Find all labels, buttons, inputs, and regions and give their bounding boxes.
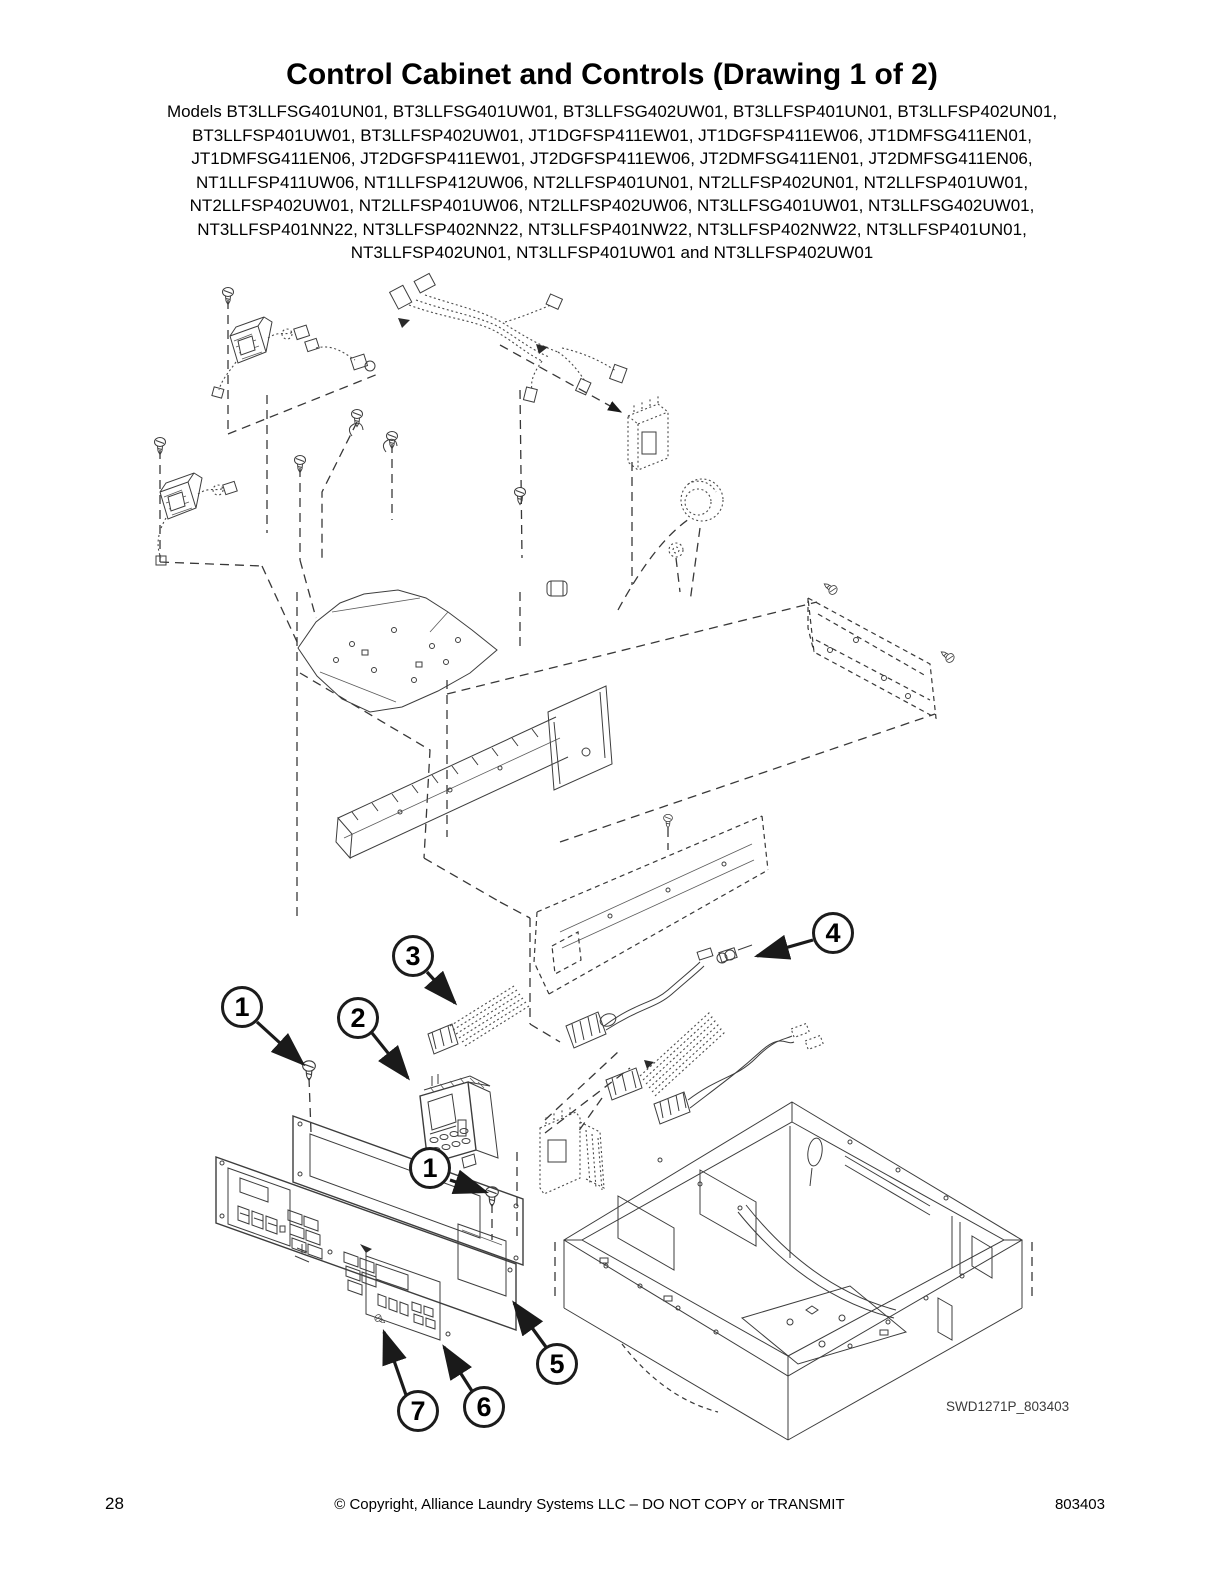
callout-label: 4 (825, 917, 841, 948)
callout-label: 1 (422, 1152, 438, 1183)
model-list-line: NT3LLFSP401NN22, NT3LLFSP402NN22, NT3LLFSP401NW22, NT3LLFSP402NW22, NT3LLFSP401UN01, (197, 219, 1027, 239)
screw-fasteners (155, 288, 956, 1326)
ignition-module-lower (156, 473, 237, 565)
figure-code: SWD1271P_803403 (946, 1399, 1070, 1414)
copyright-notice: © Copyright, Alliance Laundry Systems LLC – DO NOT COPY or TRANSMIT (334, 1496, 845, 1513)
callout-5 (536, 1343, 578, 1385)
callout-label: 7 (410, 1395, 426, 1426)
ignition-module-upper (212, 317, 375, 398)
model-list-line: NT2LLFSP402UW01, NT2LLFSP401UW06, NT2LLFSP402UW06, NT3LLFSG401UW01, NT3LLFSG402UW01, (189, 196, 1035, 215)
relay-connector (628, 395, 668, 470)
model-list-line: JT1DMFSG411EN06, JT2DGFSP411EW01, JT2DGFSP411EW06, JT2DMFSG411EN01, JT2DMFSG411EN06, (191, 149, 1033, 168)
display-board-connector (540, 1106, 604, 1194)
callout-label: 6 (476, 1391, 492, 1422)
callout-6 (463, 1386, 505, 1428)
callout-1a (221, 986, 263, 1028)
model-list-line: BT3LLFSP401UW01, BT3LLFSP402UW01, JT1DGFSP411EW01, JT1DGFSP411EW06, JT1DMFSG411EN01, (192, 125, 1032, 145)
callout-label: 5 (549, 1348, 565, 1379)
cross-channel-upper (336, 686, 612, 858)
document-number: 803403 (1054, 1496, 1105, 1513)
callout-3 (392, 935, 434, 977)
cross-channel-lower-dashed (534, 816, 768, 994)
grommet (547, 581, 567, 596)
page-title: Control Cabinet and Controls (Drawing 1 of 2) (286, 58, 938, 91)
front-control-panel (216, 1157, 516, 1340)
callout-1b (409, 1147, 451, 1189)
ribbon-harness (428, 986, 529, 1054)
push-fastener (669, 543, 683, 557)
projection-lines (160, 300, 1032, 1300)
main-wire-harness (390, 273, 627, 402)
model-list-line: NT1LLFSP411UW06, NT1LLFSP412UW06, NT2LLFSP401UN01, NT2LLFSP402UN01, NT2LLFSP401UW01, (195, 172, 1029, 192)
model-list-line: NT3LLFSP402UN01, NT3LLFSP401UW01 and NT3LLFSP402UW01 (350, 243, 874, 262)
page-footer (0, 1494, 1224, 1514)
callout-label: 3 (405, 940, 421, 971)
cabinet-body (564, 1102, 1022, 1440)
page-number: 28 (105, 1494, 124, 1513)
ribbon-harness-middle (606, 1012, 725, 1100)
callout-4 (812, 912, 854, 954)
mounting-bracket-plate (298, 590, 497, 712)
callout-7 (397, 1390, 439, 1432)
buzzer (681, 479, 723, 521)
callout-label: 2 (350, 1002, 366, 1033)
control-panel-bracket (293, 1116, 523, 1296)
model-list-line: Models BT3LLFSG401UN01, BT3LLFSG401UW01, BT3LLFSG402UW01, BT3LLFSP401UN01, BT3LLFSP402UN01, (166, 102, 1058, 121)
callout-label: 1 (234, 991, 250, 1022)
callout-2 (337, 997, 379, 1039)
rear-bracket-dashed (808, 598, 936, 718)
